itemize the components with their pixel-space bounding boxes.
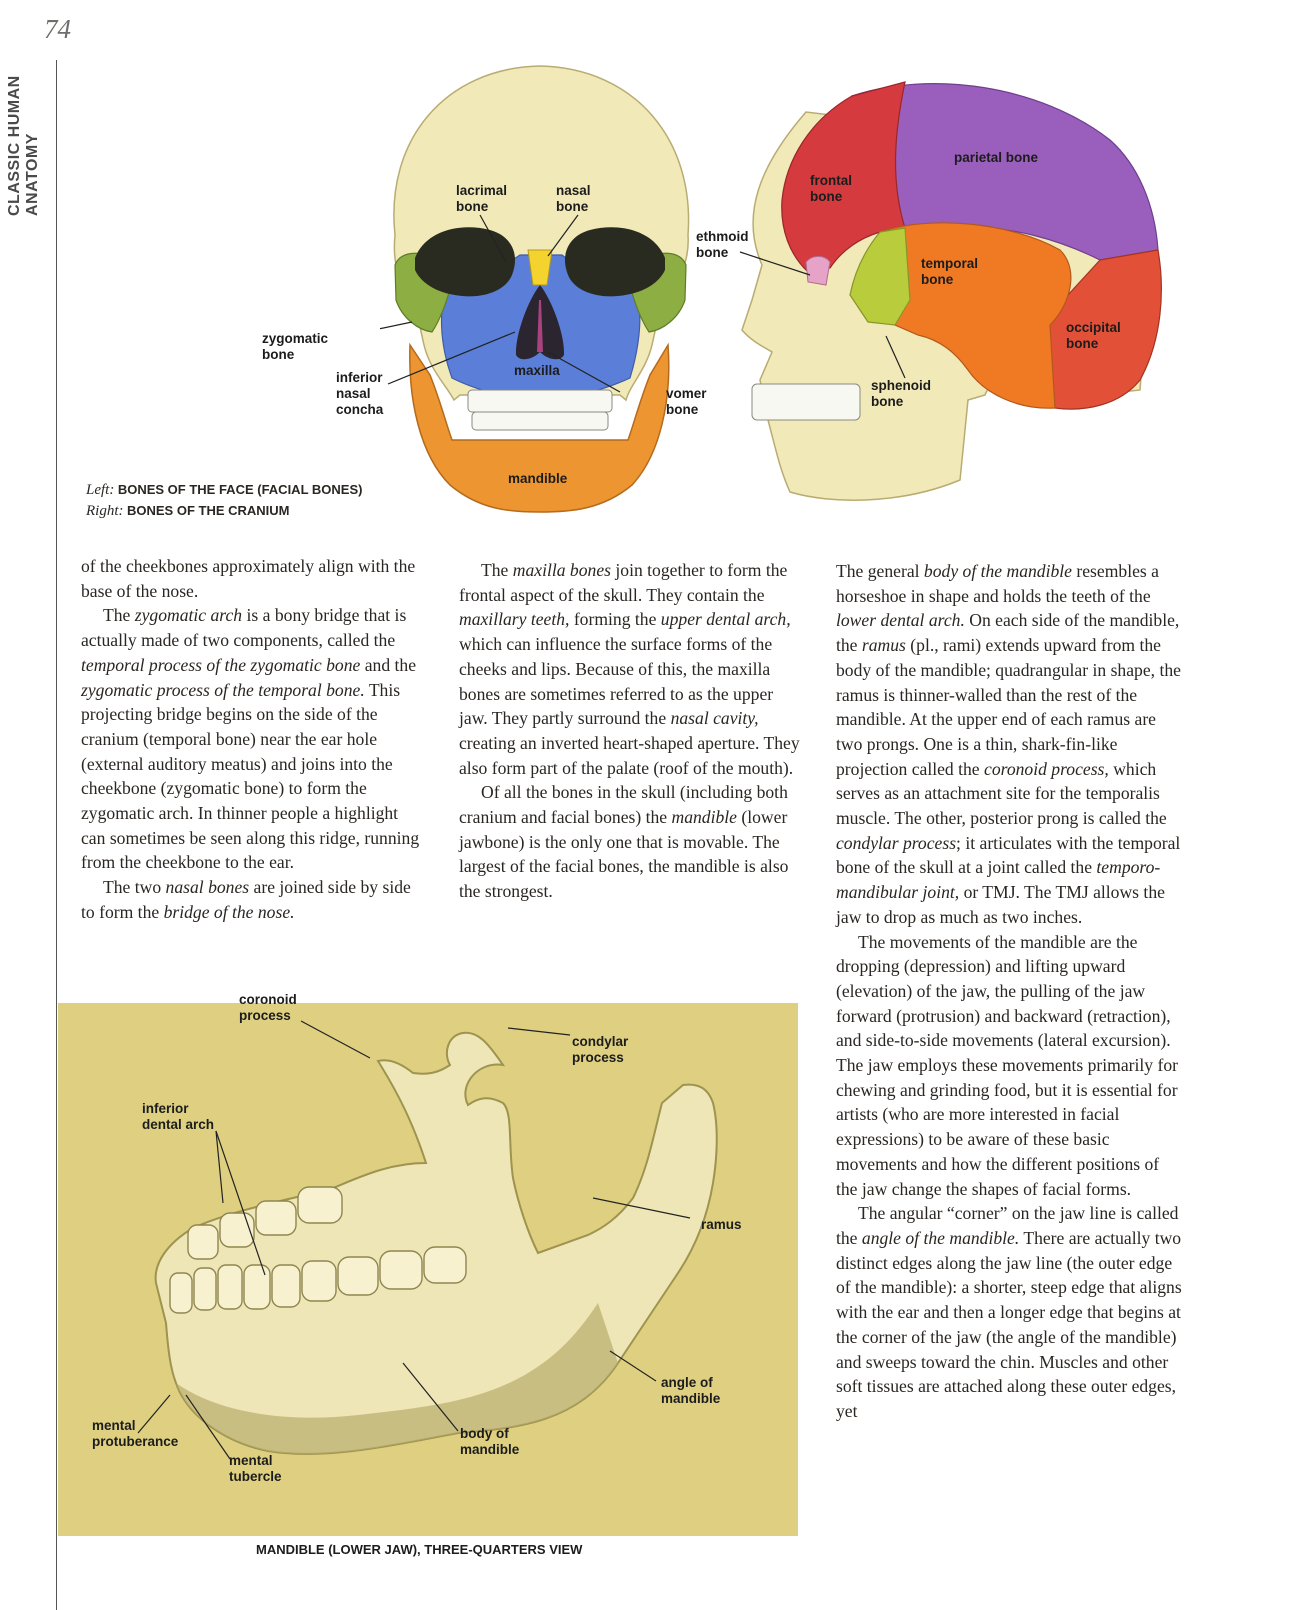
- lower-teeth-shape: [472, 412, 608, 430]
- skull-front-illustration: [380, 58, 700, 518]
- upper-teeth-shape: [468, 390, 612, 412]
- label-inferior-nasal-concha: inferior nasal concha: [336, 370, 384, 417]
- margin-rule: [56, 60, 57, 1610]
- caption-left-prefix: Left:: [86, 482, 115, 498]
- text-column-3: [836, 559, 1184, 1424]
- label-mental-protuberance: mental protuberance: [92, 1418, 179, 1449]
- label-maxilla: maxilla: [514, 363, 560, 378]
- col1-paragraph-2: The zygomatic arch is a bony bridge that is actually made of two components, called the temporal process of the zygomatic bone and the zygomatic process of the temporal bone. This projecting bridge begins on the side of the cranium (temporal bone) near the ear hole (external auditory meatus) and joins into the cheekbone (zygomatic bone) to form the zygomatic arch. In thinner people a highlight can sometimes be seen along this ridge, running from the cheekbone to the ear.: [81, 605, 420, 873]
- caption-right-prefix: Right:: [86, 503, 124, 519]
- running-head: CLASSIC HUMAN ANATOMY: [6, 75, 41, 216]
- label-mental-tubercle: mental tubercle: [229, 1453, 282, 1484]
- label-vomer-bone: vomer bone: [666, 386, 707, 417]
- text-column-2: [459, 558, 804, 904]
- label-lacrimal-bone: lacrimal bone: [456, 183, 508, 214]
- page-number: 74: [44, 14, 71, 44]
- col1-paragraph-1: of the cheekbones approximately align with the base of the nose.: [81, 556, 416, 601]
- label-frontal-bone: frontal bone: [810, 173, 852, 204]
- label-condylar-process: condylar process: [572, 1034, 629, 1065]
- caption-right: BONES OF THE CRANIUM: [127, 503, 290, 518]
- col3-paragraph-3: The angular “corner” on the jaw line is called the angle of the mandible. There are actually two distinct edges along the jaw line (the outer edge of the mandible): a shorter, steep edge that aligns with the ear and then a longer edge that begins at the corner of the jaw (the angle of the mandible) and sweeps toward the chin. Muscles and other soft tissues are attached along these outer edges, yet: [836, 1203, 1182, 1421]
- label-coronoid-process: coronoid process: [239, 992, 297, 1023]
- figure-caption-top: [86, 480, 362, 522]
- lateral-teeth-shape: [752, 384, 860, 420]
- ethmoid-shape: [806, 256, 830, 285]
- label-parietal-bone: parietal bone: [954, 150, 1039, 165]
- label-occipital-bone: occipital bone: [1066, 320, 1121, 351]
- label-sphenoid-bone: sphenoid bone: [871, 378, 931, 409]
- col1-paragraph-3: The two nasal bones are joined side by side to form the bridge of the nose.: [81, 877, 411, 922]
- skull-lateral-illustration: [735, 68, 1190, 508]
- mandible-illustration: [58, 1003, 798, 1536]
- col2-paragraph-1: The maxilla bones join together to form the frontal aspect of the skull. They contain the maxillary teeth, forming the upper dental arch, which can influence the surface forms of the cheeks and lips. Because of this, the maxilla bones are sometimes referred to as the upper jaw. They partly surround the nasal cavity, creating an inverted heart-shaped aperture. They also form part of the palate (roof of the mouth).: [459, 560, 800, 778]
- label-ethmoid-bone: ethmoid bone: [696, 229, 749, 260]
- caption-left: BONES OF THE FACE (FACIAL BONES): [117, 482, 363, 497]
- mandible-illustration-plate: [58, 1003, 798, 1536]
- figure-caption-bottom: MANDIBLE (LOWER JAW), THREE-QUARTERS VIEW: [256, 1542, 583, 1557]
- col3-paragraph-1: The general body of the mandible resembles a horseshoe in shape and holds the teeth of the lower dental arch. On each side of the mandible, the ramus (pl., rami) extends upward from the body of the mandible; quadrangular in shape, the ramus is thinner-walled than the rest of the mandible. At the upper end of each ramus are two prongs. One is a thin, shark-fin-like projection called the coronoid process, which serves as an attachment site for the temporalis muscle. The other, posterior prong is called the condylar process; it articulates with the temporal bone of the skull at a joint called the temporo-mandibular joint, or TMJ. The TMJ allows the jaw to drop as much as two inches.: [836, 561, 1181, 927]
- label-inferior-dental-arch: inferior dental arch: [142, 1101, 215, 1132]
- label-temporal-bone: temporal bone: [921, 256, 979, 287]
- label-ramus: ramus: [701, 1217, 742, 1232]
- col2-paragraph-2: Of all the bones in the skull (including both cranium and facial bones) the mandible (lower jawbone) is the only one that is movable. The largest of the facial bones, the mandible is also the strongest.: [459, 782, 789, 902]
- label-zygomatic-bone: zygomatic bone: [262, 331, 329, 362]
- label-mandible: mandible: [508, 471, 568, 486]
- text-column-1: [81, 554, 426, 925]
- label-body-of-mandible: body of mandible: [460, 1426, 520, 1457]
- label-nasal-bone: nasal bone: [556, 183, 591, 214]
- label-angle-of-mandible: angle of mandible: [661, 1375, 721, 1406]
- col3-paragraph-2: The movements of the mandible are the dropping (depression) and lifting upward (elevation) of the jaw, the pulling of the jaw forward (protrusion) and backward (retraction), and side-to-side movements (lateral excursion). The jaw employs these movements primarily for chewing and grinding food, but it is essential for artists (who are more interested in facial expressions) to be aware of these basic movements and how the different positions of the jaw change the shapes of facial forms.: [836, 931, 1179, 1199]
